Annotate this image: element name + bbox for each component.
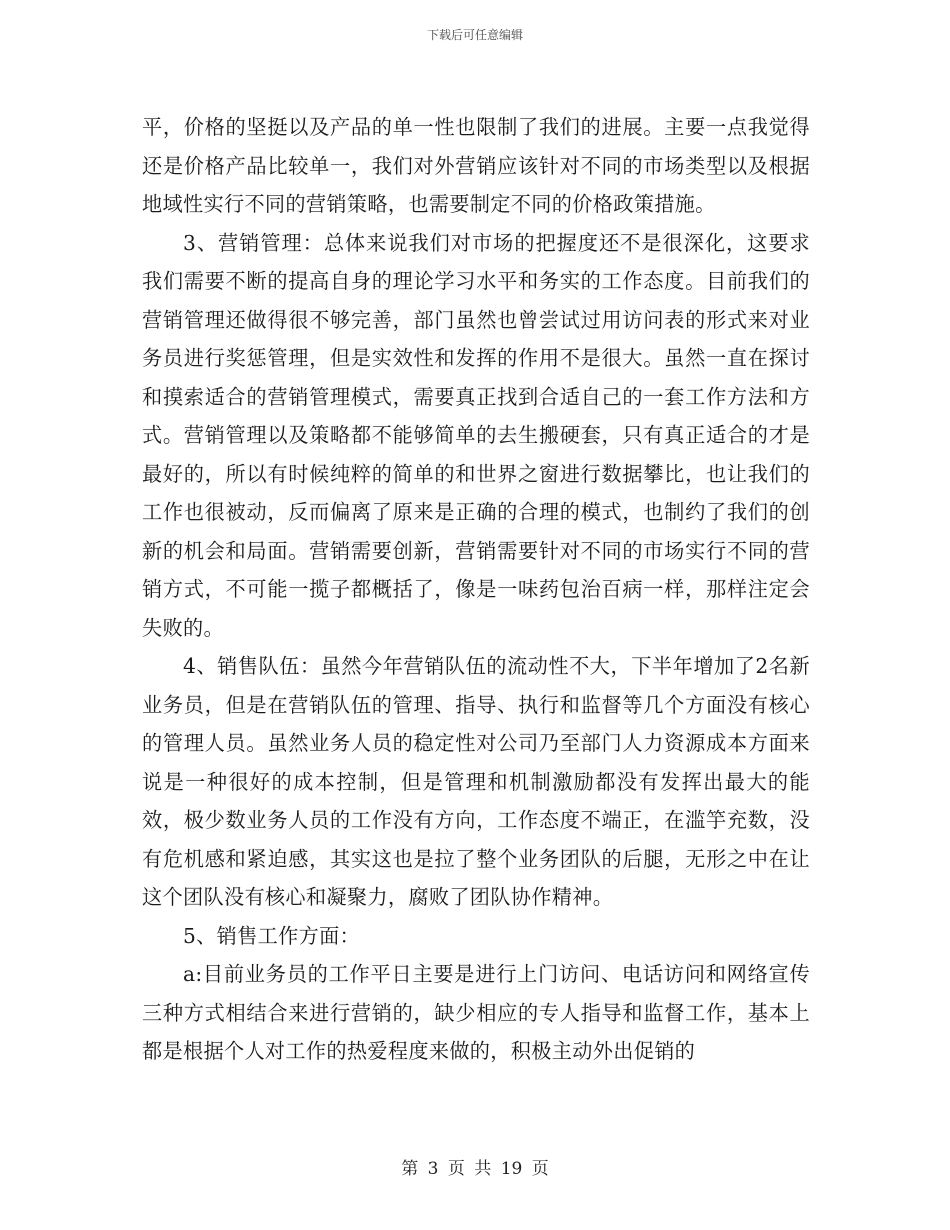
- paragraph-sales-work-heading: 5、销售工作方面：: [183, 923, 361, 948]
- page-number-footer: 第 3 页 共 19 页: [401, 1159, 549, 1179]
- page-header: 下载后可任意编辑: [426, 28, 523, 42]
- paragraph-continuation: 平，价格的坚挺以及产品的单一性也限制了我们的进展。主要一点我觉得还是价格产品比较单一，我们对外营销应该针对不同的市场类型以及根据地域性实行不同的营销策略，也需要制定不同的价格政策措施。: [142, 115, 810, 216]
- paragraph-marketing-management: 3、营销管理：总体来说我们对市场的把握度还不是很深化，这要求我们需要不断的提高自身的理论学习水平和务实的工作态度。目前我们的营销管理还做得很不够完善，部门虽然也曾尝试过用访问表的形式来对业务员进行奖惩管理，但是实效性和发挥的作用不是很大。虽然一直在探讨和摸索适合的营销管理模式，需要真正找到合适自己的一套工作方法和方式。营销管理以及策略都不能够简单的去生搬硬套，只有真正适合的才是最好的，所以有时候纯粹的简单的和世界之窗进行数据攀比，也让我们的工作也很被动，反而偏离了原来是正确的合理的模式，也制约了我们的创新的机会和局面。营销需要创新，营销需要针对不同的市场实行不同的营销方式，不可能一揽子都概括了，像是一味药包治百病一样，那样注定会失败的。: [142, 230, 810, 640]
- paragraph-sales-team: 4、销售队伍：虽然今年营销队伍的流动性不大，下半年增加了2名新业务员，但是在营销队伍的管理、指导、执行和监督等几个方面没有核心的管理人员。虽然业务人员的稳定性对公司乃至部门人力资源成本方面来说是一种很好的成本控制，但是管理和机制激励都没有发挥出最大的能效，极少数业务人员的工作没有方向，工作态度不端正，在滥竽充数，没有危机感和紧迫感，其实这也是拉了整个业务团队的后腿，无形之中在让这个团队没有核心和凝聚力，腐败了团队协作精神。: [142, 654, 810, 909]
- paragraph-sales-work-a: a:目前业务员的工作平日主要是进行上门访问、电话访问和网络宣传三种方式相结合来进行营销的，缺少相应的专人指导和监督工作，基本上都是根据个人对工作的热爱程度来做的，积极主动外出促销的: [142, 962, 810, 1063]
- document-body: [142, 108, 810, 1071]
